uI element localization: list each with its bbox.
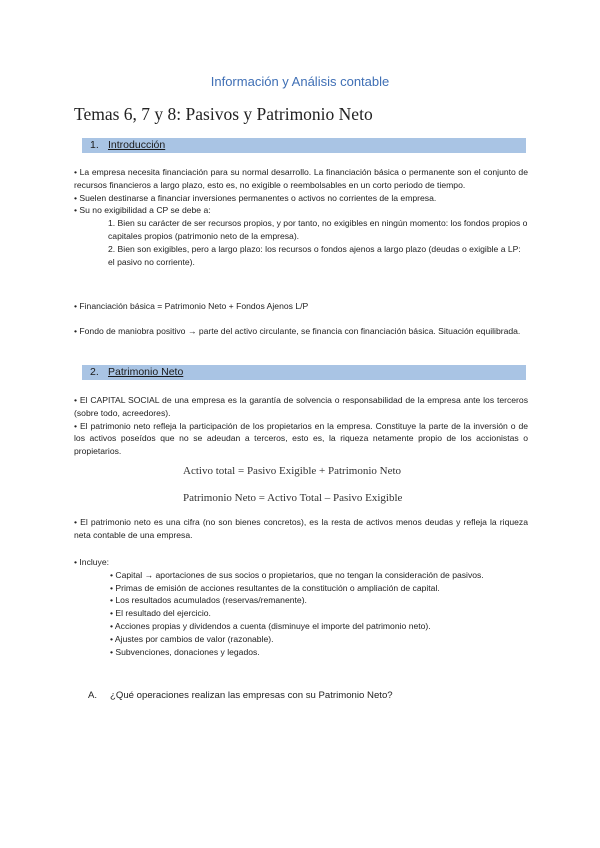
section-number: 1. (90, 139, 99, 151)
includes-item: • El resultado del ejercicio. (110, 608, 211, 619)
question-a (88, 690, 393, 701)
intro-fondo-maniobra (74, 325, 528, 338)
patrimonio-paragraph: • El patrimonio neto es una cifra (no son bienes concretos), es la resta de activos menos deudas y refleja la riqueza neta contable de una empresa. (74, 517, 528, 540)
patrimonio-cifra-block (74, 516, 528, 542)
intro-formula-line (74, 300, 528, 313)
document-header: Información y Análisis contable (210, 74, 390, 89)
equation-patrimonio-neto: Patrimonio Neto = Activo Total – Pasivo Exigible (183, 492, 403, 504)
includes-item: • Primas de emisión de acciones resultantes de la constitución o ampliación de capital. (110, 582, 440, 593)
section-number: 2. (90, 366, 99, 378)
question-text: ¿Qué operaciones realizan las empresas con su Patrimonio Neto? (110, 690, 393, 701)
intro-paragraph: • La empresa necesita financiación para su normal desarrollo. La financiación básica o permanente son el conjunto de recursos financieros a largo plazo, esto es, no exigible o reembolsables en un corto periodo de tiempo. (74, 167, 528, 190)
section-label: Introducción (108, 139, 166, 151)
document-title: Temas 6, 7 y 8: Pasivos y Patrimonio Neto (74, 104, 373, 124)
intro-paragraph: • Financiación básica = Patrimonio Neto + Fondos Ajenos L/P (74, 301, 309, 311)
includes-heading: • Incluye: (74, 557, 110, 567)
intro-list-item: 1. Bien su carácter de ser recursos propios, y por tanto, no exigibles en ningún momento: los fondos propios o capitales propios (patrimonio neto de la empresa). (108, 218, 528, 241)
section-heading-introduccion (82, 138, 526, 153)
includes-item: • Acciones propias y dividendos a cuenta (disminuye el importe del patrimonio neto). (110, 620, 431, 631)
includes-item: • Ajustes por cambios de valor (razonable). (110, 633, 274, 644)
intro-paragraph: • Su no exigibilidad a CP se debe a: (74, 205, 211, 216)
includes-list (74, 569, 528, 659)
includes-item: • Subvenciones, donaciones y legados. (110, 646, 260, 657)
includes-item: • Capital → aportaciones de sus socios o propietarios, que no tengan la consideración de pasivos. (110, 569, 484, 580)
question-letter: A. (88, 690, 98, 701)
intro-paragraph: • Fondo de maniobra positivo → parte del activo circulante, se financia con financiación básica. Situación equilibrada. (74, 326, 521, 336)
patrimonio-paragraph: • El patrimonio neto refleja la participación de los propietarios en la empresa. Constituye la parte de la inversión o de los activos poseídos que no se adeudan a terceros, esto es, la riqueza netamente propio de los accionistas o propietarios. (74, 420, 528, 457)
includes-block (74, 556, 528, 658)
section-heading-patrimonio-neto (82, 365, 526, 380)
includes-item: • Los resultados acumulados (reservas/remanente). (110, 595, 307, 606)
section-label: Patrimonio Neto (108, 366, 184, 378)
intro-block (74, 166, 528, 268)
patrimonio-block (74, 394, 528, 458)
equation-activo-total: Activo total = Pasivo Exigible + Patrimonio Neto (183, 465, 402, 477)
patrimonio-paragraph: • El CAPITAL SOCIAL de una empresa es la garantía de solvencia o responsabilidad de la empresa ante los terceros (sobre todo, acreedores). (74, 395, 528, 418)
intro-paragraph: • Suelen destinarse a financiar inversiones permanentes o activos no corrientes de la empresa. (74, 192, 437, 203)
intro-list-item: 2. Bien son exigibles, pero a largo plazo: los recursos o fondos ajenos a largo plazo (deudas o exigible a LP: el pasivo no corriente). (108, 243, 521, 267)
